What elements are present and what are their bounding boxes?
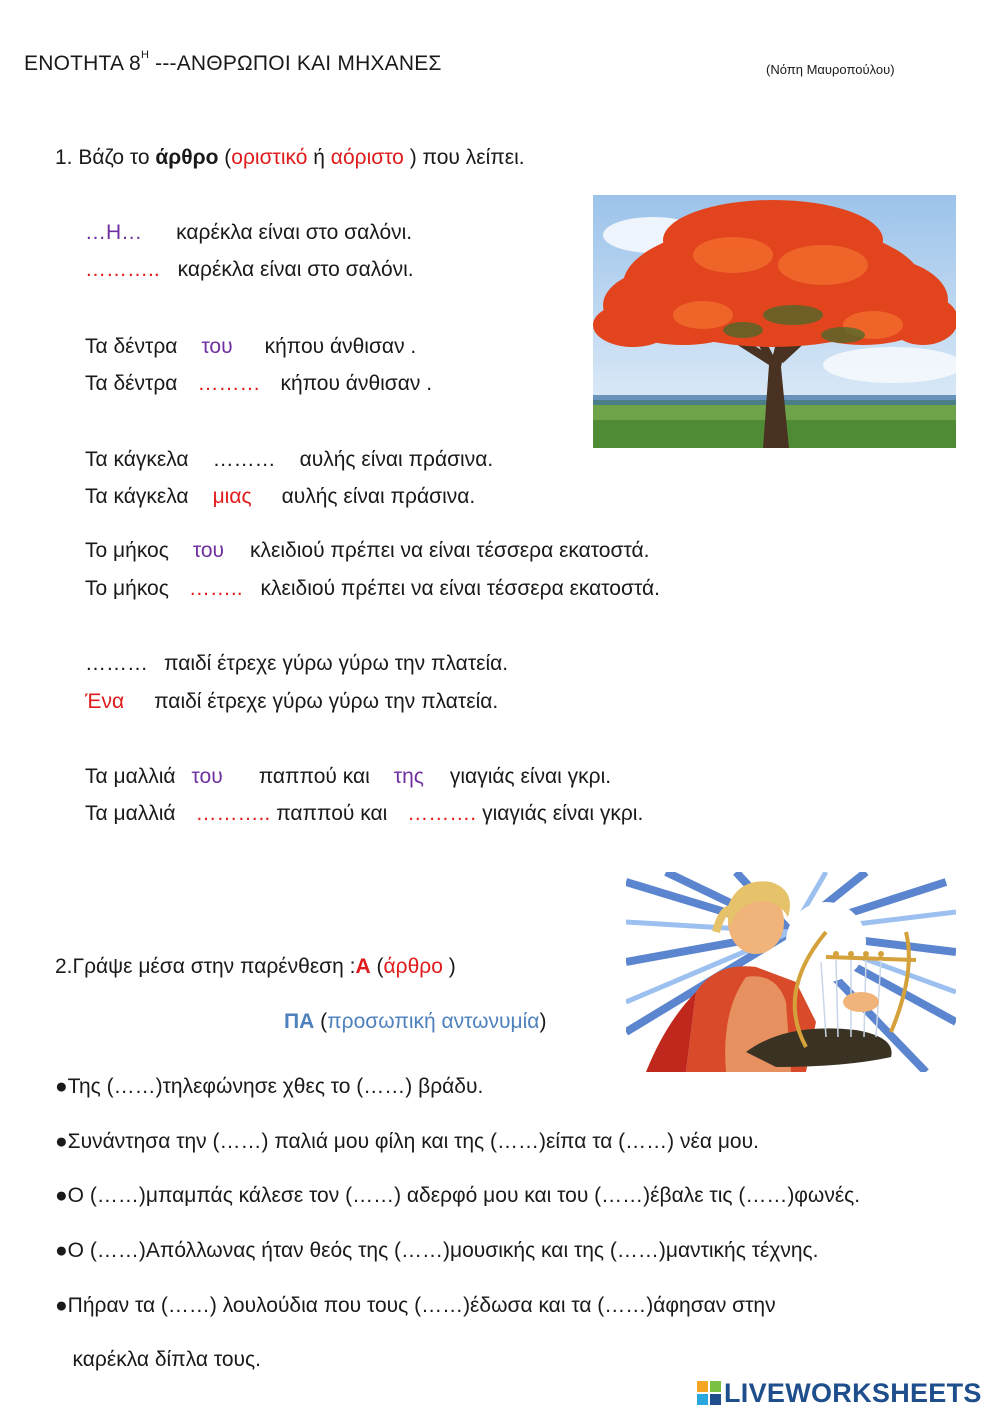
apollo-lyre-image: [626, 872, 956, 1072]
apollo-illustration: [626, 872, 956, 1072]
page-title: ΕΝΟΤΗΤΑ $8^H$ ---ΑΝΘΡΩΠΟΙ ΚΑΙ ΜΗΧΑΝΕΣ: [24, 49, 442, 75]
exercise1-row: Ένα παιδί έτρεχε γύρω γύρω την πλατεία.: [85, 690, 499, 713]
exercise1-row: …Η… καρέκλα είναι στο σαλόνι.: [85, 221, 413, 244]
exercise2-item: ●Ο (……)μπαμπάς κάλεσε τον (……) αδερφό μου και του (……)έβαλε τις (……)φωνές.: [55, 1184, 861, 1207]
exercise2-item: ●Συνάντησα την (……) παλιά μου φίλη και της (……)είπα τα (……) νέα μου.: [55, 1130, 759, 1153]
answer-blank[interactable]: του: [191, 765, 223, 788]
liveworksheets-logo[interactable]: LIVEWORKSHEETS: [697, 1378, 982, 1409]
exercise1-row: Τα δέντρα του κήπου άνθισαν .: [85, 335, 417, 358]
answer-blank[interactable]: της: [393, 765, 424, 788]
flame-tree-image: [593, 195, 956, 448]
liveworksheets-icon: [697, 1381, 721, 1405]
exercise2-legend-pa: ΠΑ (προσωπική αντωνυμία): [284, 1010, 547, 1033]
answer-blank[interactable]: ……….: [407, 802, 477, 825]
exercise2-item: ●Της (……)τηλεφώνησε χθες το (……) βράδυ.: [55, 1075, 484, 1098]
exercise2-instruction: 2.Γράψε μέσα στην παρένθεση :Α (άρθρο ): [55, 955, 456, 978]
exercise1-instruction: 1. Βάζο το άρθρο (οριστικό ή αόριστο ) που λείπει.: [55, 146, 525, 169]
exercise2-item: καρέκλα δίπλα τους.: [55, 1348, 261, 1371]
exercise1-row: Τα μαλλιά ……….. παππού και ………. γιαγιάς είναι γκρι.: [85, 802, 644, 825]
answer-blank[interactable]: ………..: [85, 258, 160, 281]
author-credit: (Νόπη Μαυροπούλου): [766, 62, 895, 77]
exercise1-row: Τα μαλλιά του παππού και της γιαγιάς είναι γκρι.: [85, 765, 612, 788]
answer-blank[interactable]: …Η…: [85, 221, 143, 244]
answer-blank[interactable]: ………: [212, 448, 276, 471]
tree-illustration: [593, 195, 956, 448]
exercise1-row: ……….. καρέκλα είναι στο σαλόνι.: [85, 258, 414, 281]
exercise1-row: Τα κάγκελα μιας αυλής είναι πράσινα.: [85, 485, 476, 508]
exercise1-row: Τα δέντρα ……… κήπου άνθισαν .: [85, 372, 433, 395]
exercise1-row: Το μήκος του κλειδιού πρέπει να είναι τέσσερα εκατοστά.: [85, 539, 650, 562]
exercise2-item: ●Πήραν τα (……) λουλούδια που τους (……)έδωσα και τα (……)άφησαν στην: [55, 1294, 776, 1317]
answer-blank[interactable]: ……..: [188, 577, 243, 600]
answer-blank[interactable]: μιας: [212, 485, 252, 508]
answer-blank[interactable]: ………..: [195, 802, 271, 825]
answer-blank[interactable]: Ένα: [85, 690, 125, 713]
answer-blank[interactable]: ………: [197, 372, 261, 395]
exercise1-row: ……… παιδί έτρεχε γύρω γύρω την πλατεία.: [85, 652, 509, 675]
answer-blank[interactable]: του: [192, 539, 225, 562]
answer-blank[interactable]: ………: [85, 652, 148, 675]
exercise1-row: Τα κάγκελα ……… αυλής είναι πράσινα.: [85, 448, 494, 471]
exercise1-row: Το μήκος …….. κλειδιού πρέπει να είναι τέσσερα εκατοστά.: [85, 577, 660, 600]
exercise2-item: ●Ο (……)Απόλλωνας ήταν θεός της (……)μουσικής και της (……)μαντικής τέχνης.: [55, 1239, 819, 1262]
answer-blank[interactable]: του: [201, 335, 233, 358]
